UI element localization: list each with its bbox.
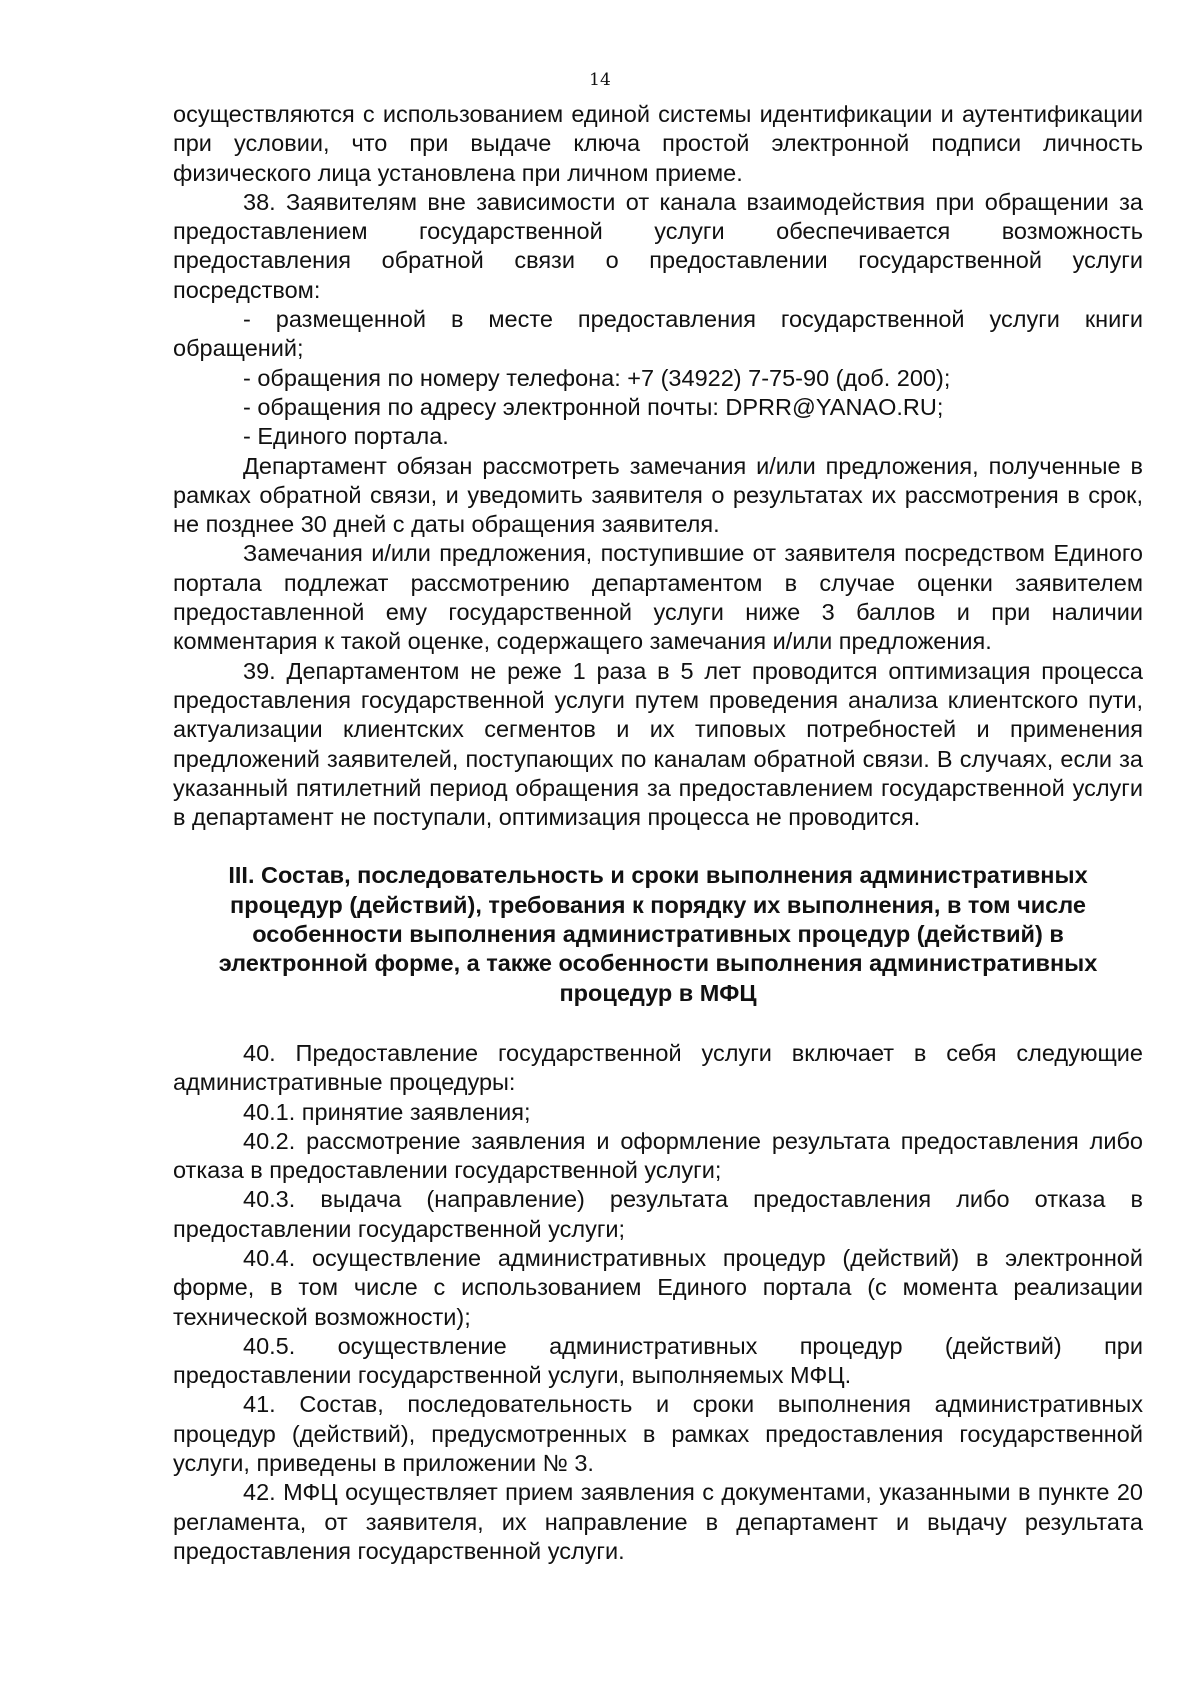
paragraph-40-4: 40.4. осуществление административных процедур (действий) в электронной форме, в том числе с использованием Единого портала (с момента реализации технической возможности); xyxy=(173,1244,1143,1330)
paragraph-38: 38. Заявителям вне зависимости от канала взаимодействия при обращении за предоставлением государственной услуги обеспечивается возможность предоставления обратной связи о предоставлении государственной услуги посредством: xyxy=(173,188,1143,303)
list-item-email: - обращения по адресу электронной почты: DPRR@YANAO.RU; xyxy=(243,393,944,420)
paragraph-continuation: осуществляются с использованием единой системы идентификации и аутентификации при условии, что при выдаче ключа простой электронной подписи личность физического лица установлена при личном приеме. xyxy=(173,101,1143,186)
paragraph-40-2: 40.2. рассмотрение заявления и оформление результата предоставления либо отказа в предоставлении государственной услуги; xyxy=(173,1127,1143,1184)
paragraph-42: 42. МФЦ осуществляет прием заявления с документами, указанными в пункте 20 регламента, от заявителя, их направление в департамент и выдачу результата предоставления государственной услуги. xyxy=(173,1479,1143,1564)
list-item-feedback-book: - размещенной в месте предоставления государственной услуги книги обращений; xyxy=(173,306,1143,362)
document-body xyxy=(173,100,1143,1566)
list-item-portal: - Единого портала. xyxy=(243,423,449,450)
paragraph-39: 39. Департаментом не реже 1 раза в 5 лет проводится оптимизация процесса предоставления государственной услуги путем проведения анализа клиентского пути, актуализации клиентских сегментов и их типовых потребностей и применения предложений заявителей, поступающих по каналам обратной связи. В случаях, если за указанный пятилетний период обращения за предоставлением государственной услуги в департамент не поступали, оптимизация процесса не проводится. xyxy=(173,657,1143,831)
list-item-phone: - обращения по номеру телефона: +7 (34922) 7-75-90 (доб. 200); xyxy=(243,364,951,391)
paragraph-department-duty: Департамент обязан рассмотреть замечания и/или предложения, полученные в рамках обратной связи, и уведомить заявителя о результатах их рассмотрения в срок, не позднее 30 дней с даты обращения заявителя. xyxy=(173,452,1143,538)
paragraph-40-3: 40.3. выдача (направление) результата предоставления либо отказа в предоставлении государственной услуги; xyxy=(173,1186,1143,1242)
paragraph-remarks: Замечания и/или предложения, поступившие от заявителя посредством Единого портала подлежат рассмотрению департаментом в случае оценки заявителем предоставленной ему государственной услуги ниже 3 баллов и при наличии комментария к такой оценке, содержащего замечания и/или предложения. xyxy=(173,540,1143,655)
paragraph-40: 40. Предоставление государственной услуги включает в себя следующие административные процедуры: xyxy=(173,1039,1143,1096)
page-number: 14 xyxy=(589,70,611,90)
paragraph-41: 41. Состав, последовательность и сроки выполнения административных процедур (действий), предусмотренных в рамках предоставления государственной услуги, приведены в приложении № 3. xyxy=(173,1391,1143,1477)
paragraph-40-1: 40.1. принятие заявления; xyxy=(243,1098,531,1125)
section-heading: III. Состав, последовательность и сроки выполнения административных процедур (действий), требования к порядку их выполнения, в том числе особенности выполнения административных процедур (действий) в электронной форме, а также особенности выполнения административных процедур в МФЦ xyxy=(218,862,1098,1006)
paragraph-40-5: 40.5. осуществление административных процедур (действий) при предоставлении государственной услуги, выполняемых МФЦ. xyxy=(173,1332,1143,1389)
